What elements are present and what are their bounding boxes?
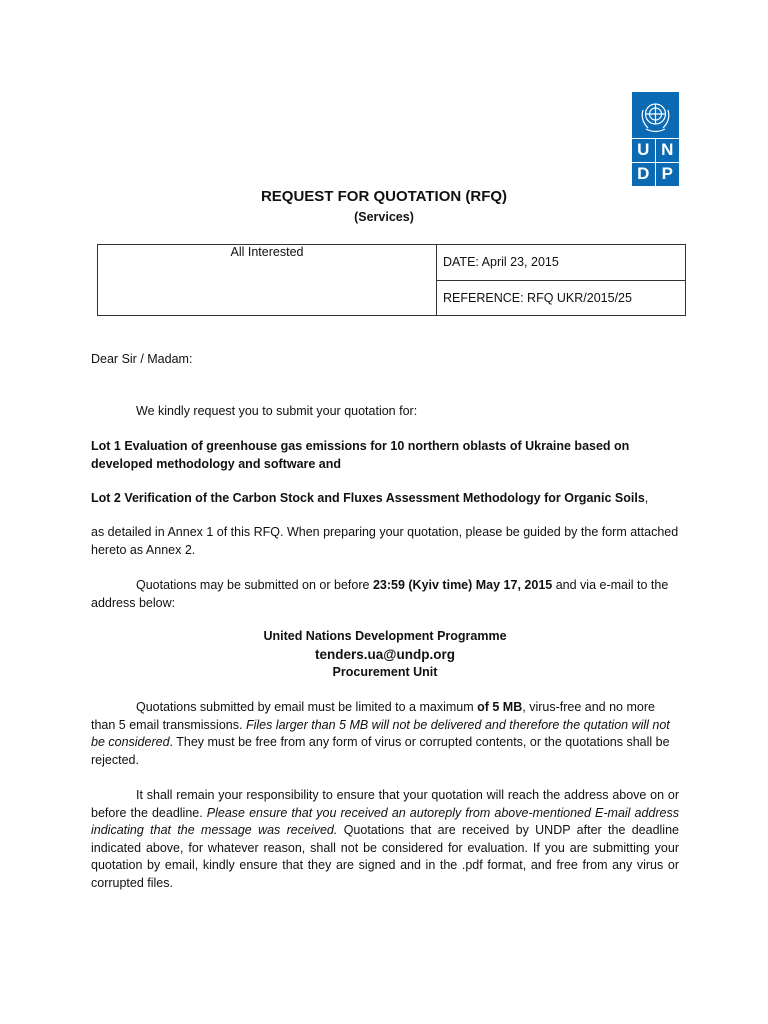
address-unit: Procurement Unit xyxy=(332,665,438,679)
lot2-text: Lot 2 Verification of the Carbon Stock and Fluxes Assessment Methodology for Organic Soils xyxy=(91,491,645,505)
lot2-punct: , xyxy=(644,491,649,505)
limits-text-c: . They must be free from any form of virus or corrupted contents, or the quotations shall be rejected. xyxy=(91,735,670,767)
lot1-paragraph: Lot 1 Evaluation of greenhouse gas emissions for 10 northern oblasts of Ukraine based on developed methodology and software and xyxy=(91,439,630,471)
limits-size: of 5 MB xyxy=(477,700,523,714)
responsibility-italic: Please ensure that you received an autoreply from above-mentioned E-mail address indicating that the message was received. xyxy=(91,805,679,837)
info-table xyxy=(97,244,686,316)
limits-text-b: , virus-free and no more than 5 email transmissions. xyxy=(91,700,655,732)
document-title: REQUEST FOR QUOTATION (RFQ) xyxy=(260,188,508,205)
limits-paragraph xyxy=(91,699,679,769)
deadline-paragraph xyxy=(91,577,679,612)
responsibility-paragraph xyxy=(91,787,679,892)
reference-cell: REFERENCE: RFQ UKR/2015/25 xyxy=(437,280,686,316)
limits-italic: Files larger than 5 MB will not be delivered and therefore the qutation will not be considered xyxy=(91,717,670,749)
recipient-cell: All Interested xyxy=(98,245,437,316)
deadline-text-after: and via e-mail to the address below: xyxy=(91,578,669,610)
annex-paragraph: as detailed in Annex 1 of this RFQ. When preparing your quotation, please be guided by the form attached hereto as Annex 2. xyxy=(91,525,679,557)
salutation: Dear Sir / Madam: xyxy=(91,352,193,366)
address-email: tenders.ua@undp.org xyxy=(315,647,455,662)
logo-letter: U xyxy=(632,139,656,163)
address-org: United Nations Development Programme xyxy=(263,629,507,643)
lot2-paragraph xyxy=(91,490,679,508)
responsibility-text-b: Quotations that are received by UNDP after the deadline indicated above, for whatever reason, shall not be considered for evaluation. If you are submitting your quotation by email, kindly ensure that they are signed and in the .pdf format, and free from any virus or corrupted files. xyxy=(91,823,679,890)
deadline-text: Quotations may be submitted on or before xyxy=(136,578,373,592)
undp-logo xyxy=(632,92,679,186)
logo-letter: N xyxy=(656,139,680,163)
limits-text: Quotations submitted by email must be limited to a maximum xyxy=(136,700,478,714)
date-cell: DATE: April 23, 2015 xyxy=(437,245,686,281)
logo-letter: D xyxy=(632,163,656,187)
un-emblem-icon xyxy=(632,92,679,139)
responsibility-text: It shall remain your responsibility to ensure that your quotation will reach the address above on or before the deadline. xyxy=(91,788,679,820)
document-subtitle: (Services) xyxy=(354,210,414,224)
intro-paragraph: We kindly request you to submit your quotation for: xyxy=(136,404,418,418)
deadline-time: 23:59 (Kyiv time) May 17, 2015 xyxy=(372,578,553,592)
logo-letter: P xyxy=(661,164,673,184)
